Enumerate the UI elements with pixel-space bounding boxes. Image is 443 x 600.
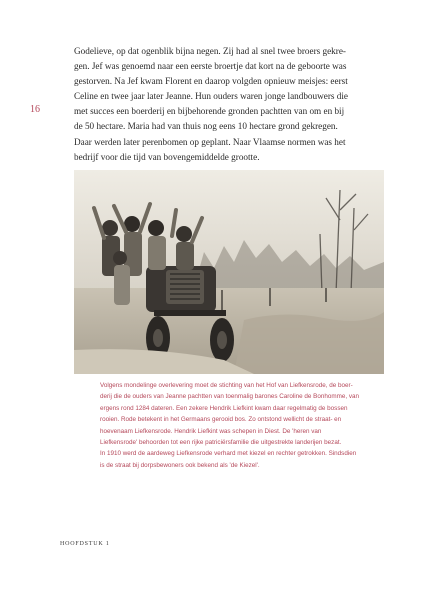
body-line: Godelieve, op dat ogenblik bijna negen. Zij had al snel twee broers gekre- (74, 46, 346, 56)
body-paragraph (74, 44, 394, 165)
chapter-footer: HOOFDSTUK 1 (60, 541, 110, 547)
caption-line: Liefkensrode' behoorden tot een rijke patriciërsfamilie die uitgestrekte landerijen bezat. (100, 439, 342, 447)
caption-line: derij die de ouders van Jeanne pachtten van toenmalig barones Caroline de Bonhomme, van (100, 393, 360, 401)
caption-line: rooien. Rode betekent in het Germaans gerooid bos. Zo ontstond wellicht de straat- en (100, 416, 342, 424)
body-line: Celine en twee jaar later Jeanne. Hun ouders waren jonge landbouwers die (74, 91, 348, 102)
body-line: bedrijf voor die tijd van bovengemiddelde grootte. (74, 151, 260, 162)
photo-caption (100, 380, 400, 471)
caption-line: In 1910 werd de aardeweg Liefkensrode verhard met kiezel en rechter getrokken. Sindsdien (100, 450, 357, 458)
caption-line: is de straat bij dorpsbewoners ook bekend als 'de Kiezel'. (100, 461, 260, 469)
tractor-photo-icon (74, 170, 384, 374)
caption-line: Volgens mondelinge overlevering moet de stichting van het Hof van Liefkensrode, de boer- (100, 382, 353, 389)
caption-line: ergens rond 1284 dateren. Een zekere Hendrik Liefkint kwam daar regelmatig de bossen (100, 404, 348, 412)
body-line: de 50 hectare. Maria had van thuis nog eens 10 hectare grond gekregen. (74, 121, 338, 132)
historical-photo (74, 170, 384, 374)
body-line: Daar werden later perenbomen op geplant. Naar Vlaamse normen was het (74, 136, 346, 147)
body-line: met succes een boerderij en bijbehorende gronden pachtten van om en bij (74, 106, 345, 117)
caption-line: hoevenaam Liefkensrode. Hendrik Liefkint was schepen in Diest. De 'heren van (100, 427, 322, 435)
body-line: gestorven. Na Jef kwam Florent en daarop volgden opnieuw meisjes: eerst (74, 76, 348, 87)
body-line: gen. Jef was genoemd naar een eerste broertje dat kort na de geboorte was (74, 61, 347, 72)
page-number: 16 (30, 104, 40, 115)
